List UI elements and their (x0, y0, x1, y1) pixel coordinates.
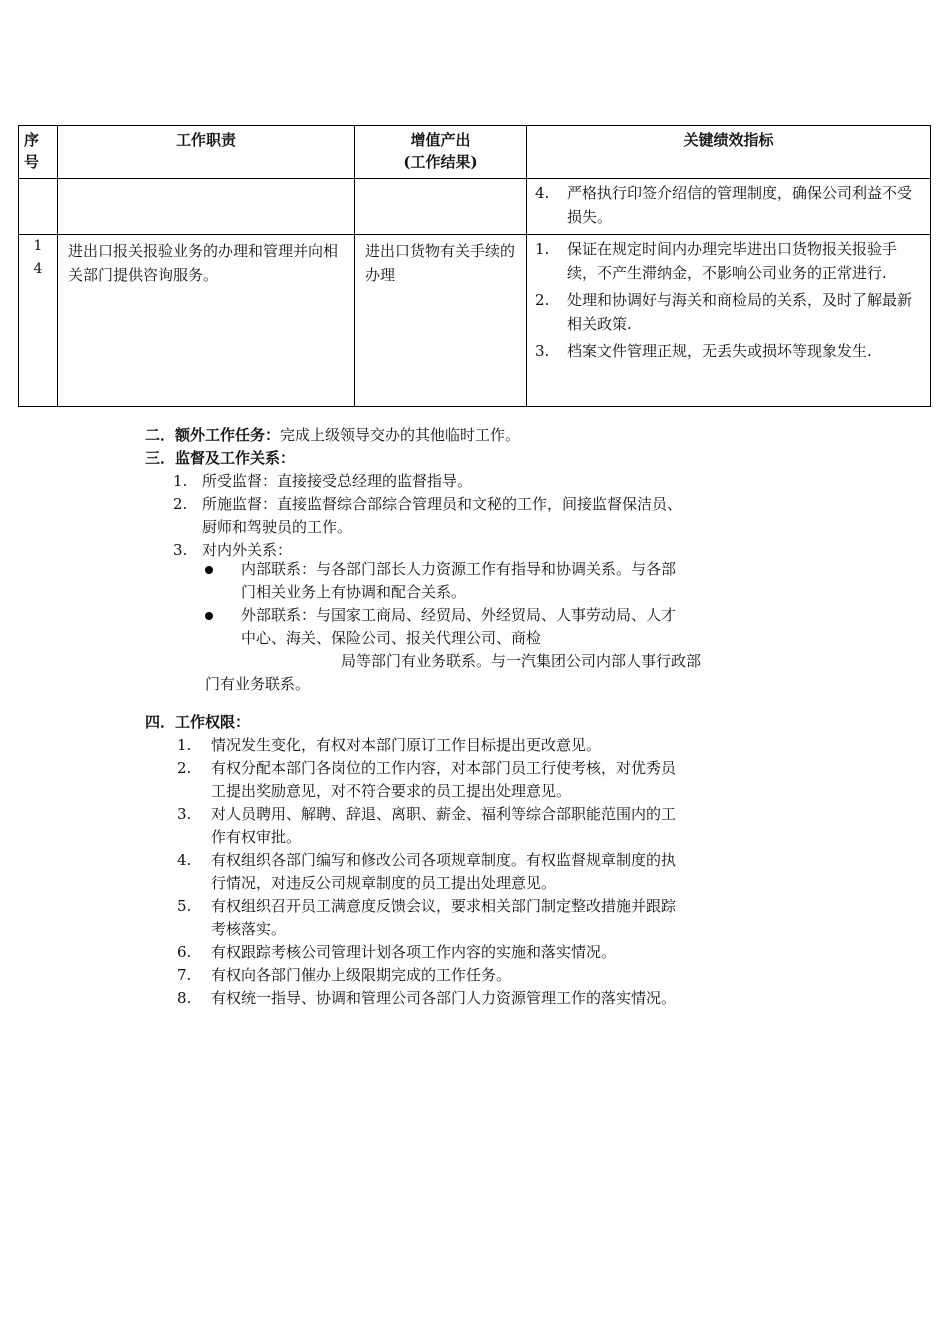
item-number: 1. (173, 472, 188, 490)
item-text: 有权组织召开员工满意度反馈会议，要求相关部门制定整改措施并跟踪 (211, 897, 677, 915)
item-text-cont: 行情况，对违反公司规章制度的员工提出处理意见。 (211, 874, 557, 892)
list-item (177, 941, 817, 964)
item-number: 4. (177, 851, 192, 869)
item-number: 3. (173, 541, 188, 559)
item-number: 7. (177, 966, 192, 984)
kpi-text: 处理和协调好与海关和商检局的关系，及时了解最新相关政策. (567, 291, 913, 333)
kpi-number: 3. (535, 342, 550, 360)
item-number: 1. (177, 736, 192, 754)
external-relations-line3: 局等部门有业务联系。与一汽集团公司内部人事行政部 (341, 652, 702, 670)
list-item (177, 849, 817, 895)
item-text-cont: 厨师和驾驶员的工作。 (202, 518, 353, 536)
duty-text: 进出口报关报验业务的办理和管理并向相关部门提供咨询服务。 (68, 242, 339, 284)
section-extra-tasks (145, 424, 520, 447)
item-text: 有权组织各部门编写和修改公司各项规章制度。有权监督规章制度的执 (211, 851, 677, 869)
row-output (355, 235, 527, 407)
list-item (205, 558, 825, 581)
kpi-text: 严格执行印签介绍信的管理制度，确保公司利益不受损失。 (567, 184, 913, 226)
section-heading: 四．工作权限： (145, 713, 251, 731)
table-row (19, 179, 931, 235)
header-output-line1: 增值产出 (410, 131, 471, 149)
kpi-text: 档案文件管理正规，无丢失或损坏等现象发生. (567, 342, 872, 360)
item-text: 有权跟踪考核公司管理计划各项工作内容的实施和落实情况。 (211, 943, 617, 961)
item-number: 8. (177, 989, 192, 1007)
kpi-item (535, 181, 924, 229)
kpi-item (535, 237, 924, 285)
header-kpi: 关键绩效指标 (527, 126, 931, 179)
table-cell (58, 179, 355, 235)
authority-list (177, 734, 817, 1010)
item-number: 6. (177, 943, 192, 961)
item-text: 对人员聘用、解聘、辞退、离职、薪金、福利等综合部职能范围内的工 (211, 805, 677, 823)
kpi-number: 1. (535, 240, 550, 258)
section-heading: 三．监督及工作关系： (145, 449, 296, 467)
list-item (177, 895, 817, 941)
kpi-number: 2. (535, 291, 550, 309)
item-text: 情况发生变化，有权对本部门原订工作目标提出更改意见。 (211, 736, 602, 754)
kpi-list (527, 179, 930, 234)
table-row (19, 235, 931, 407)
external-relations-line4: 门有业务联系。 (205, 675, 311, 693)
header-seq: 序号 (19, 126, 58, 179)
item-text-cont: 工提出奖励意见，对不符合要求的员工提出处理意见。 (211, 782, 572, 800)
duties-table (18, 125, 931, 407)
external-relations-line2: 中心、海关、保险公司、报关代理公司、商检 (241, 629, 542, 647)
kpi-text: 保证在规定时间内办理完毕进出口货物报关报验手续，不产生滞纳金，不影响公司业务的正常进行. (567, 240, 898, 282)
list-item (205, 604, 825, 627)
list-item (177, 734, 817, 757)
section-text: 完成上级领导交办的其他临时工作。 (280, 426, 521, 444)
kpi-number: 4. (535, 184, 550, 202)
item-number: 2. (177, 759, 192, 777)
external-relations-line1: 外部联系：与国家工商局、经贸局、外经贸局、人事劳动局、人才 (241, 606, 677, 624)
row-seq: 14 (19, 235, 58, 407)
output-text: 进出口货物有关手续的办理 (365, 242, 516, 284)
internal-relations-line1: 内部联系：与各部门部长人力资源工作有指导和协调关系。与各部 (241, 560, 677, 578)
table-cell (19, 179, 58, 235)
kpi-item (535, 288, 924, 336)
item-text: 有权向各部门催办上级限期完成的工作任务。 (211, 966, 512, 984)
header-output (355, 126, 527, 179)
header-output-line2: (工作结果) (403, 153, 478, 171)
row-duty (58, 235, 355, 407)
bullet-icon (205, 566, 213, 574)
section-heading: 二．额外工作任务： (145, 426, 281, 444)
list-item (173, 470, 813, 493)
header-duty: 工作职责 (58, 126, 355, 179)
supervision-list (173, 470, 813, 562)
relations-list (205, 558, 825, 696)
list-item (177, 987, 817, 1010)
item-text: 有权分配本部门各岗位的工作内容，对本部门员工行使考核，对优秀员 (211, 759, 677, 777)
list-item (177, 964, 817, 987)
table-cell (355, 179, 527, 235)
list-item (177, 803, 817, 849)
internal-relations-line2: 门相关业务上有协调和配合关系。 (241, 583, 467, 601)
item-number: 3. (177, 805, 192, 823)
item-text-cont: 作有权审批。 (211, 828, 302, 846)
kpi-item (535, 339, 924, 363)
item-text: 所施监督：直接监督综合部综合管理员和文秘的工作，间接监督保洁员、 (202, 495, 683, 513)
list-item (177, 757, 817, 803)
item-text: 有权统一指导、协调和管理公司各部门人力资源管理工作的落实情况。 (211, 989, 677, 1007)
row-kpi (527, 235, 931, 407)
item-number: 2. (173, 495, 188, 513)
item-number: 5. (177, 897, 192, 915)
item-text: 对内外关系： (202, 541, 293, 559)
list-item (173, 493, 813, 516)
kpi-list (527, 235, 930, 368)
item-text-cont: 考核落实。 (211, 920, 287, 938)
table-header-row (19, 126, 931, 179)
table-cell (527, 179, 931, 235)
item-text: 所受监督：直接接受总经理的监督指导。 (202, 472, 473, 490)
bullet-icon (205, 612, 213, 620)
